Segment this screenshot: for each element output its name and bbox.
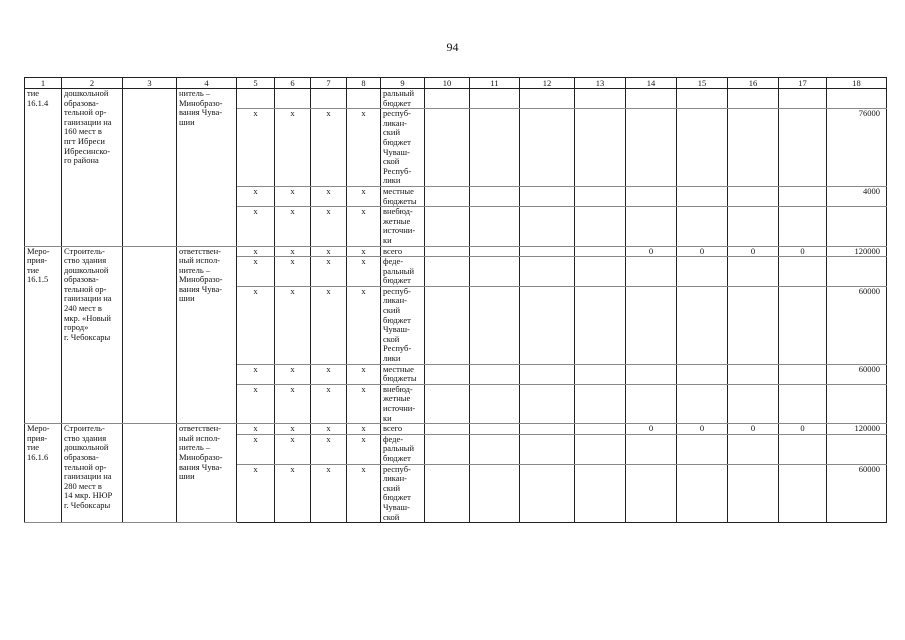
column-header-3: 3: [123, 78, 177, 89]
funding-source: феде- ральный бюджет: [381, 434, 425, 464]
total-value: 120000: [827, 246, 887, 257]
empty-cell: [470, 434, 520, 464]
code-cell: x: [275, 109, 311, 187]
empty-cell: [470, 109, 520, 187]
year-value: 0: [626, 246, 677, 257]
year-value: [626, 364, 677, 384]
year-value: [728, 364, 779, 384]
year-value: [779, 286, 827, 364]
year-value: [779, 384, 827, 423]
total-value: [827, 384, 887, 423]
empty-cell: [575, 286, 626, 364]
empty-cell: [470, 186, 520, 206]
total-value: 76000: [827, 109, 887, 187]
year-value: [779, 207, 827, 246]
empty-cell: [425, 109, 470, 187]
empty-cell: [575, 424, 626, 435]
empty-cell: [520, 364, 575, 384]
empty-cell: [520, 434, 575, 464]
column-header-13: 13: [575, 78, 626, 89]
code-cell: x: [311, 207, 347, 246]
empty-cell: [575, 384, 626, 423]
column-header-5: 5: [237, 78, 275, 89]
code-cell: x: [311, 384, 347, 423]
empty-cell: [470, 384, 520, 423]
code-cell: x: [347, 434, 381, 464]
year-value: [626, 286, 677, 364]
code-cell: x: [311, 246, 347, 257]
year-value: [677, 89, 728, 109]
empty-cell: [520, 109, 575, 187]
code-cell: x: [347, 257, 381, 287]
header-row: [25, 78, 887, 89]
year-value: [677, 186, 728, 206]
funding-source: внебюд- жетные источни- ки: [381, 207, 425, 246]
code-cell: x: [311, 364, 347, 384]
year-value: [626, 89, 677, 109]
year-value: 0: [626, 424, 677, 435]
total-value: 60000: [827, 464, 887, 523]
column-header-10: 10: [425, 78, 470, 89]
empty-cell: [520, 286, 575, 364]
year-value: [728, 257, 779, 287]
empty-cell: [520, 246, 575, 257]
code-cell: x: [311, 109, 347, 187]
column-header-14: 14: [626, 78, 677, 89]
empty-cell: [425, 434, 470, 464]
total-value: [827, 257, 887, 287]
year-value: [728, 464, 779, 523]
year-value: [728, 89, 779, 109]
year-value: [779, 257, 827, 287]
funding-source: местные бюджеты: [381, 364, 425, 384]
empty-cell: [470, 257, 520, 287]
code-cell: x: [311, 424, 347, 435]
empty-cell: [575, 186, 626, 206]
column-3-cell: [123, 246, 177, 424]
year-value: [626, 434, 677, 464]
funding-source: респуб- ликан- ский бюджет Чуваш- ской: [381, 464, 425, 523]
total-value: [827, 434, 887, 464]
code-cell: x: [311, 257, 347, 287]
empty-cell: [520, 186, 575, 206]
empty-cell: [425, 89, 470, 109]
empty-cell: [575, 89, 626, 109]
code-cell: x: [237, 257, 275, 287]
column-3-cell: [123, 89, 177, 247]
year-value: [626, 464, 677, 523]
code-cell: x: [311, 286, 347, 364]
empty-cell: [425, 186, 470, 206]
empty-cell: [425, 257, 470, 287]
code-cell: x: [237, 364, 275, 384]
empty-cell: [425, 424, 470, 435]
code-cell: x: [347, 364, 381, 384]
code-cell: x: [275, 246, 311, 257]
empty-cell: [575, 257, 626, 287]
column-3-cell: [123, 424, 177, 523]
empty-cell: [470, 286, 520, 364]
year-value: [779, 434, 827, 464]
year-value: 0: [779, 424, 827, 435]
page-number: 94: [446, 40, 459, 54]
empty-cell: [575, 246, 626, 257]
column-header-18: 18: [827, 78, 887, 89]
empty-cell: [425, 246, 470, 257]
code-cell: x: [311, 464, 347, 523]
empty-cell: [520, 89, 575, 109]
code-cell: [311, 89, 347, 109]
code-cell: x: [275, 207, 311, 246]
measure-name: Строитель- ство здания дошкольной образова- тельной ор- ганизации на 240 мест в мкр. «Новый город» г. Чебоксары: [62, 246, 123, 424]
total-value: [827, 207, 887, 246]
program-table: [24, 77, 887, 523]
empty-cell: [470, 89, 520, 109]
column-header-7: 7: [311, 78, 347, 89]
code-cell: x: [311, 186, 347, 206]
empty-cell: [520, 464, 575, 523]
empty-cell: [425, 286, 470, 364]
empty-cell: [575, 207, 626, 246]
code-cell: x: [347, 286, 381, 364]
empty-cell: [425, 364, 470, 384]
code-cell: x: [347, 384, 381, 423]
column-header-16: 16: [728, 78, 779, 89]
responsible-executor: ответствен- ный испол- нитель – Минобразо- вания Чува- шии: [177, 424, 237, 523]
code-cell: x: [237, 384, 275, 423]
measure-name: дошкольной образова- тельной ор- ганизации на 160 мест в пгт Ибреси Ибресинско- го района: [62, 89, 123, 247]
column-header-2: 2: [62, 78, 123, 89]
code-cell: x: [237, 186, 275, 206]
year-value: [677, 434, 728, 464]
funding-source: внебюд- жетные источни- ки: [381, 384, 425, 423]
code-cell: x: [275, 364, 311, 384]
code-cell: x: [347, 424, 381, 435]
empty-cell: [520, 384, 575, 423]
code-cell: x: [237, 434, 275, 464]
column-header-12: 12: [520, 78, 575, 89]
year-value: [728, 207, 779, 246]
code-cell: x: [311, 434, 347, 464]
code-cell: x: [347, 186, 381, 206]
column-header-9: 9: [381, 78, 425, 89]
empty-cell: [520, 424, 575, 435]
funding-source: респуб- ликан- ский бюджет Чуваш- ской Респуб- лики: [381, 109, 425, 187]
column-header-17: 17: [779, 78, 827, 89]
year-value: [728, 286, 779, 364]
responsible-executor: нитель – Минобразо- вания Чува- шии: [177, 89, 237, 247]
empty-cell: [520, 257, 575, 287]
column-header-1: 1: [25, 78, 62, 89]
table-row: [25, 89, 887, 109]
measure-number: тие 16.1.4: [25, 89, 62, 247]
column-header-8: 8: [347, 78, 381, 89]
year-value: [626, 207, 677, 246]
year-value: [779, 89, 827, 109]
year-value: [626, 109, 677, 187]
empty-cell: [470, 424, 520, 435]
empty-cell: [425, 207, 470, 246]
empty-cell: [575, 434, 626, 464]
code-cell: [275, 89, 311, 109]
year-value: [677, 207, 728, 246]
code-cell: x: [347, 109, 381, 187]
code-cell: x: [237, 286, 275, 364]
table-row: [25, 246, 887, 257]
empty-cell: [520, 207, 575, 246]
year-value: [677, 464, 728, 523]
funding-source: респуб- ликан- ский бюджет Чуваш- ской Респуб- лики: [381, 286, 425, 364]
year-value: [728, 186, 779, 206]
measure-number: Меро- прия- тие 16.1.5: [25, 246, 62, 424]
year-value: [728, 434, 779, 464]
code-cell: x: [275, 384, 311, 423]
code-cell: x: [275, 464, 311, 523]
code-cell: x: [237, 464, 275, 523]
empty-cell: [575, 464, 626, 523]
empty-cell: [470, 364, 520, 384]
code-cell: x: [275, 286, 311, 364]
year-value: 0: [677, 246, 728, 257]
empty-cell: [470, 246, 520, 257]
code-cell: x: [275, 424, 311, 435]
code-cell: x: [237, 109, 275, 187]
year-value: [626, 384, 677, 423]
empty-cell: [470, 207, 520, 246]
year-value: [677, 257, 728, 287]
code-cell: [237, 89, 275, 109]
year-value: 0: [728, 246, 779, 257]
year-value: [677, 109, 728, 187]
year-value: [728, 384, 779, 423]
funding-source: всего: [381, 246, 425, 257]
code-cell: x: [237, 207, 275, 246]
year-value: 0: [728, 424, 779, 435]
column-header-4: 4: [177, 78, 237, 89]
funding-source: феде- ральный бюджет: [381, 257, 425, 287]
total-value: 120000: [827, 424, 887, 435]
code-cell: [347, 89, 381, 109]
code-cell: x: [237, 246, 275, 257]
empty-cell: [425, 384, 470, 423]
year-value: [626, 186, 677, 206]
code-cell: x: [275, 434, 311, 464]
measure-name: Строитель- ство здания дошкольной образова- тельной ор- ганизации на 280 мест в 14 мкр. НЮР г. Чебоксары: [62, 424, 123, 523]
responsible-executor: ответствен- ный испол- нитель – Минобразо- вания Чува- шии: [177, 246, 237, 424]
column-header-15: 15: [677, 78, 728, 89]
year-value: [728, 109, 779, 187]
code-cell: x: [237, 424, 275, 435]
code-cell: x: [347, 207, 381, 246]
empty-cell: [425, 464, 470, 523]
measure-number: Меро- прия- тие 16.1.6: [25, 424, 62, 523]
column-header-11: 11: [470, 78, 520, 89]
table-row: [25, 424, 887, 435]
code-cell: x: [275, 186, 311, 206]
year-value: [779, 364, 827, 384]
funding-source: ральный бюджет: [381, 89, 425, 109]
total-value: 4000: [827, 186, 887, 206]
empty-cell: [470, 464, 520, 523]
empty-cell: [575, 364, 626, 384]
funding-source: местные бюджеты: [381, 186, 425, 206]
year-value: [779, 109, 827, 187]
year-value: 0: [779, 246, 827, 257]
year-value: [779, 464, 827, 523]
year-value: [779, 186, 827, 206]
year-value: [677, 286, 728, 364]
code-cell: x: [275, 257, 311, 287]
year-value: 0: [677, 424, 728, 435]
total-value: 60000: [827, 364, 887, 384]
year-value: [677, 364, 728, 384]
year-value: [677, 384, 728, 423]
year-value: [626, 257, 677, 287]
column-header-6: 6: [275, 78, 311, 89]
total-value: [827, 89, 887, 109]
code-cell: x: [347, 246, 381, 257]
funding-source: всего: [381, 424, 425, 435]
empty-cell: [575, 109, 626, 187]
total-value: 60000: [827, 286, 887, 364]
code-cell: x: [347, 464, 381, 523]
